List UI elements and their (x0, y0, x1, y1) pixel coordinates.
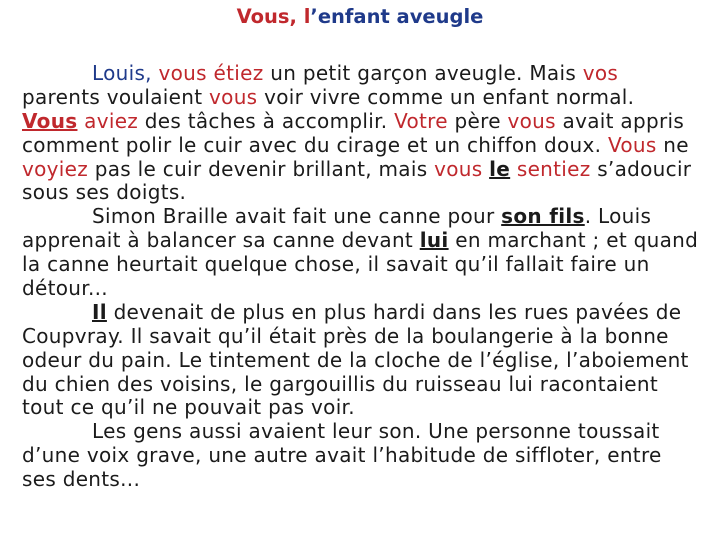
text-segment: tout ce qu’il ne pouvait pas voir. (22, 395, 355, 420)
page-title (0, 5, 720, 29)
text-segment: avait appris (555, 108, 685, 133)
text-segment: des tâches à accomplir. (138, 108, 395, 133)
highlighted-word: Louis, (92, 61, 159, 85)
text-segment: ne (656, 132, 689, 157)
text-segment: pas le cuir devenir brillant, mais (88, 156, 435, 181)
highlighted-word: Vous (607, 132, 657, 157)
highlighted-word: voyiez (22, 156, 89, 181)
text-line (22, 468, 712, 492)
text-line (22, 158, 712, 182)
text-line (22, 301, 712, 325)
text-segment: détour... (22, 276, 108, 301)
text-segment: voir vivre comme un enfant normal. (257, 84, 635, 109)
highlighted-word: son fils (501, 204, 585, 229)
highlighted-word: vous (434, 156, 483, 181)
text-segment (510, 157, 517, 181)
text-segment: un petit garçon aveugle. Mais (263, 61, 583, 85)
text-line (22, 134, 712, 158)
text-segment (207, 61, 214, 85)
text-segment: du chien des voisins, le gargouillis du ruisseau lui racontaient (22, 371, 658, 396)
text-segment: d’une voix grave, une autre avait l’habitude de siffloter, entre (22, 443, 662, 468)
highlighted-word: Votre (394, 108, 448, 133)
text-segment: Simon Braille avait fait une canne pour (92, 204, 502, 229)
text-segment: la canne heurtait quelque chose, il savait qu’il fallait faire un (22, 252, 650, 277)
text-line (22, 396, 712, 420)
text-segment: apprenait à balancer sa canne devant (22, 228, 420, 253)
highlighted-word: étiez (213, 61, 264, 85)
text-line (22, 349, 712, 373)
text-line (22, 229, 712, 253)
highlighted-word: lui (419, 228, 449, 253)
highlighted-word: vos (582, 61, 619, 85)
text-line (22, 181, 712, 205)
text-line (22, 373, 712, 397)
story-text (22, 62, 712, 492)
highlighted-word: Vous (22, 108, 78, 133)
text-segment: en marchant ; et quand (448, 228, 699, 253)
text-segment: parents voulaient (22, 84, 210, 109)
text-segment: . Louis (584, 204, 652, 229)
text-segment: s’adoucir (590, 156, 692, 181)
text-segment: odeur du pain. Le tintement de la cloche de l’église, l’aboiement (22, 347, 689, 372)
text-line (22, 325, 712, 349)
highlighted-word: vous (158, 61, 207, 85)
text-line (22, 62, 712, 86)
text-segment: Les gens aussi avaient leur son. Une personne toussait (92, 419, 660, 444)
title-space (297, 5, 304, 28)
title-rest: ’enfant aveugle (310, 5, 484, 28)
text-segment: Coupvray. Il savait qu’il était près de la boulangerie à la bonne (22, 323, 669, 348)
text-line (22, 277, 712, 301)
text-segment: devenait de plus en plus hardi dans les rues pavées de (106, 299, 682, 324)
text-line (22, 110, 712, 134)
text-line (22, 86, 712, 110)
highlighted-word: vous (507, 108, 556, 133)
highlighted-word: sentiez (516, 156, 591, 181)
highlighted-word: Il (92, 299, 107, 324)
text-segment: sous ses doigts. (22, 180, 187, 205)
text-line (22, 444, 712, 468)
text-segment: comment polir le cuir avec du cirage et un chiffon doux. (22, 132, 608, 157)
highlighted-word: vous (209, 84, 258, 109)
title-l: l (303, 5, 311, 28)
title-vous: Vous, (236, 5, 297, 28)
highlighted-word: aviez (84, 108, 139, 133)
text-segment: ses dents... (22, 467, 141, 492)
text-line (22, 205, 712, 229)
text-line (22, 420, 712, 444)
text-line (22, 253, 712, 277)
text-segment: père (447, 108, 508, 133)
highlighted-word: le (489, 156, 511, 181)
